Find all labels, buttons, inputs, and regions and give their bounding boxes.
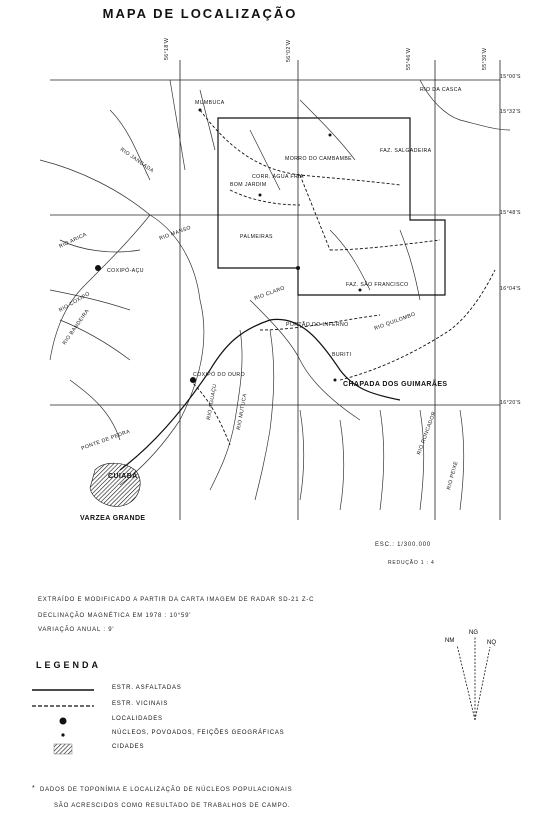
svg-text:CUIABÁ: CUIABÁ (108, 473, 138, 480)
svg-text:RIO JANGADA: RIO JANGADA (118, 146, 155, 175)
study-area-boundary (218, 118, 445, 295)
svg-text:VARZEA GRANDE: VARZEA GRANDE (80, 515, 146, 522)
svg-text:BOM JARDIM: BOM JARDIM (230, 182, 267, 188)
svg-text:RIO DA CASCA: RIO DA CASCA (420, 87, 462, 93)
source-note: EXTRAÍDO E MODIFICADO A PARTIR DA CARTA IMAGEM DE RADAR SD-21 Z-C (38, 597, 315, 603)
footnote-asterisk: * (32, 785, 35, 792)
svg-text:16°20'S: 16°20'S (500, 400, 521, 406)
svg-text:RIO MUTUCA: RIO MUTUCA (236, 393, 249, 431)
paved-road (120, 319, 400, 470)
legend-title: LEGENDA (36, 660, 102, 670)
cuiaba-city-area (90, 463, 140, 506)
svg-text:RIO MANSO: RIO MANSO (158, 224, 192, 242)
locality-markers (95, 109, 362, 384)
legend-item-unpaved: ESTR. VICINAIS (112, 701, 169, 707)
svg-text:15°48'S: 15°48'S (500, 210, 521, 216)
svg-text:CHAPADA DOS GUIMARÃES: CHAPADA DOS GUIMARÃES (343, 381, 448, 388)
legend-item-nuclei: NÚCLEOS, POVOADOS, FEIÇÕES GEOGRÁFICAS (32, 729, 372, 741)
svg-text:PONTE DE PEDRA: PONTE DE PEDRA (80, 428, 132, 452)
north-arrows-icon (445, 625, 515, 725)
footnote-line1: DADOS DE TOPONÍMIA E LOCALIZAÇÃO DE NÚCLEOS POPULACIONAIS (40, 787, 293, 793)
svg-text:55°46'W: 55°46'W (406, 47, 412, 70)
svg-text:COXIPÓ DO OURO: COXIPÓ DO OURO (193, 372, 246, 378)
svg-text:RIO BANDEIRA: RIO BANDEIRA (61, 308, 91, 347)
svg-text:FAZ. SÃO FRANCISCO: FAZ. SÃO FRANCISCO (346, 282, 409, 288)
legend-item-cities: CIDADES (32, 743, 372, 755)
svg-text:BURITI: BURITI (332, 352, 352, 358)
declination-note: DECLINAÇÃO MAGNÉTICA EM 1978 : 10°59' (38, 613, 192, 619)
svg-text:COXIPÓ-AÇU: COXIPÓ-AÇU (107, 268, 144, 274)
svg-text:15°00'S: 15°00'S (500, 74, 521, 80)
svg-text:RIO AGUAÇU: RIO AGUAÇU (206, 383, 219, 421)
scale-reduction: REDUÇÃO 1 : 4 (388, 560, 435, 566)
place-labels (58, 87, 462, 522)
svg-text:RIO QUILOMBO: RIO QUILOMBO (373, 311, 417, 332)
svg-text:NM: NM (445, 638, 455, 644)
map-title: MAPA DE LOCALIZAÇÃO (102, 6, 298, 21)
svg-text:FAZ. SALGADEIRA: FAZ. SALGADEIRA (380, 148, 432, 154)
svg-text:PALMEIRAS: PALMEIRAS (240, 234, 273, 240)
scale-text: ESC.: 1/300.000 (375, 542, 432, 548)
footnote-line2: SÃO ACRESCIDOS COMO RESULTADO DE TRABALHOS DE CAMPO. (54, 803, 291, 809)
svg-text:RIO RONCADOR: RIO RONCADOR (416, 410, 438, 456)
svg-text:RIO PEIXE: RIO PEIXE (446, 460, 460, 491)
svg-text:CORR. ÁGUA FRIA: CORR. ÁGUA FRIA (252, 174, 304, 180)
legend-item-paved: ESTR. ASFALTADAS (112, 685, 182, 691)
svg-text:MORRO DO CAMBAMBE: MORRO DO CAMBAMBE (285, 156, 353, 162)
svg-text:56°18'W: 56°18'W (164, 37, 170, 60)
svg-text:15°32'S: 15°32'S (500, 109, 521, 115)
svg-text:55°30'W: 55°30'W (482, 47, 488, 70)
svg-text:PORTÃO DO INFERNO: PORTÃO DO INFERNO (286, 322, 349, 328)
svg-text:RIO CLARO: RIO CLARO (253, 285, 286, 302)
variation-note: VARIAÇÃO ANUAL : 9' (38, 627, 115, 633)
svg-text:16°04'S: 16°04'S (500, 286, 521, 292)
svg-text:NQ: NQ (487, 640, 496, 646)
svg-text:NG: NG (469, 630, 478, 636)
svg-text:RIO ARICA: RIO ARICA (58, 231, 88, 250)
svg-text:MUMBUCA: MUMBUCA (195, 100, 225, 106)
legend-item-localities: LOCALIDADES (32, 715, 372, 727)
svg-text:56°02'W: 56°02'W (286, 39, 292, 62)
svg-text:RIO COXIPÓ: RIO COXIPÓ (58, 291, 92, 314)
